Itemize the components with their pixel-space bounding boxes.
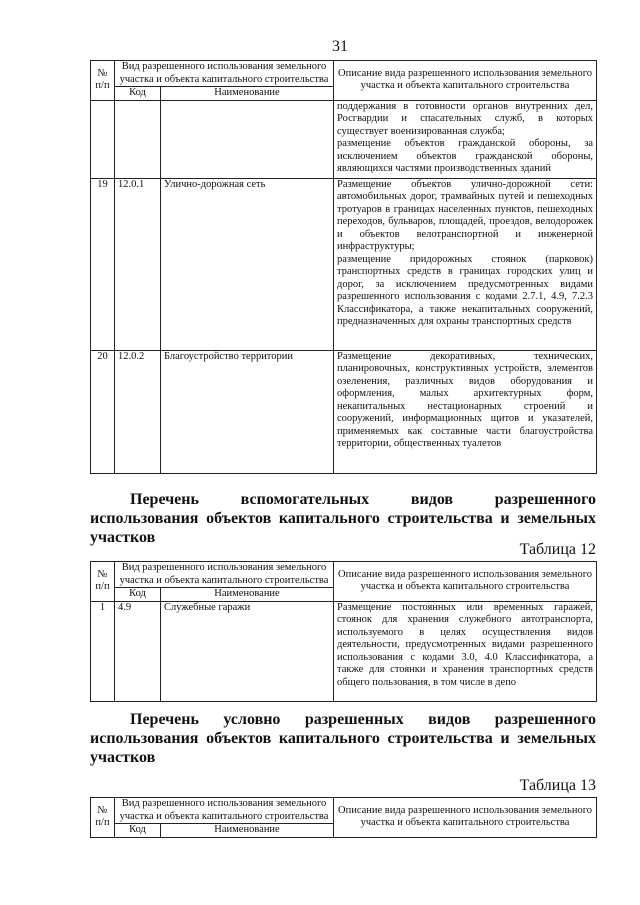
row-code: 12.0.2 (115, 350, 161, 473)
row-number: 1 (91, 601, 115, 701)
header-code: Код (115, 588, 161, 602)
header-name: Наименование (161, 87, 334, 101)
description-line: Размещение декоративных, технических, планировочных, конструктивных устройств, элементов озеленения, различных видов оборудования и оформления, малых архитектурных форм, некапитальных нестационарных строений и сооружений, информационных щитов и указателей, применяемых как составные части благоустройства территории, общественных туалетов (337, 350, 594, 449)
row-description (334, 601, 597, 701)
row-name: Благоустройство территории (161, 350, 334, 473)
table-row (91, 350, 597, 473)
row-code: 4.9 (115, 601, 161, 701)
row-description (334, 178, 597, 350)
header-group: Вид разрешенного использования земельного участка и объекта капитального строительства (115, 61, 334, 87)
table-13 (90, 797, 597, 838)
row-number: 19 (91, 178, 115, 350)
header-num: № п/п (91, 562, 115, 602)
header-code: Код (115, 87, 161, 101)
zoning-table-continued (90, 60, 597, 474)
header-description: Описание вида разрешенного использования земельного участка и объекта капитального строительства (334, 562, 597, 602)
description-line: Размещение объектов улично-дорожной сети: автомобильных дорог, трамвайных путей и пешеходных тротуаров в границах населенных пунктов, пешеходных переходов, бульваров, площадей, проездов, велодорожек и объектов велотранспортной и инженерной инфраструктуры; (337, 178, 594, 252)
description-line: размещение придорожных стоянок (парковок) транспортных средств в границах городских улиц и дорог, за исключением предусмотренных видами разрешенного использования с кодами 2.7.1, 4.9, 7.2.3 Классификатора, а также некапитальных сооружений, предназначенных для охраны транспортных средств (337, 253, 594, 327)
header-num: № п/п (91, 61, 115, 101)
header-name: Наименование (161, 588, 334, 602)
header-name: Наименование (161, 824, 334, 838)
row-number: 20 (91, 350, 115, 473)
header-group: Вид разрешенного использования земельного участка и объекта капитального строительства (115, 562, 334, 588)
row-code: 12.0.1 (115, 178, 161, 350)
header-num: № п/п (91, 798, 115, 838)
page-number: 31 (332, 38, 348, 55)
row-description (334, 350, 597, 473)
description-line: Размещение постоянных или временных гаражей, стоянок для хранения служебного автотранспорта, используемого в целях осуществления видов деятельности, предусмотренных видами разрешенного использования с кодами 3.0, 4.0 Классификатора, а также для стоянки и хранения транспортных средств общего пользования, в том числе в депо (337, 601, 594, 688)
row-name: Улично-дорожная сеть (161, 178, 334, 350)
header-code: Код (115, 824, 161, 838)
description-line: размещение объектов гражданской обороны, за исключением объектов гражданской обороны, являющихся частями производственных зданий (337, 138, 594, 174)
table-row (91, 178, 597, 350)
row-description (334, 100, 597, 178)
header-description: Описание вида разрешенного использования земельного участка и объекта капитального строительства (334, 61, 597, 101)
section-heading-conditional: Перечень условно разрешенных видов разрешенного использования объектов капитального строительства и земельных участков (90, 711, 596, 766)
table-row (91, 601, 597, 701)
header-group: Вид разрешенного использования земельного участка и объекта капитального строительства (115, 798, 334, 824)
section-heading-auxiliary: Перечень вспомогательных видов разрешенного использования объектов капитального строительства и земельных участков (90, 491, 596, 546)
table-12 (90, 561, 597, 702)
description-line: поддержания в готовности органов внутренних дел, Росгвардии и спасательных служб, в которых существует военизированная служба; (337, 100, 594, 137)
header-description: Описание вида разрешенного использования земельного участка и объекта капитального строительства (334, 798, 597, 838)
row-name: Служебные гаражи (161, 601, 334, 701)
table-12-caption: Таблица 12 (519, 541, 596, 558)
table-13-caption: Таблица 13 (519, 777, 596, 794)
table-row (91, 100, 597, 178)
